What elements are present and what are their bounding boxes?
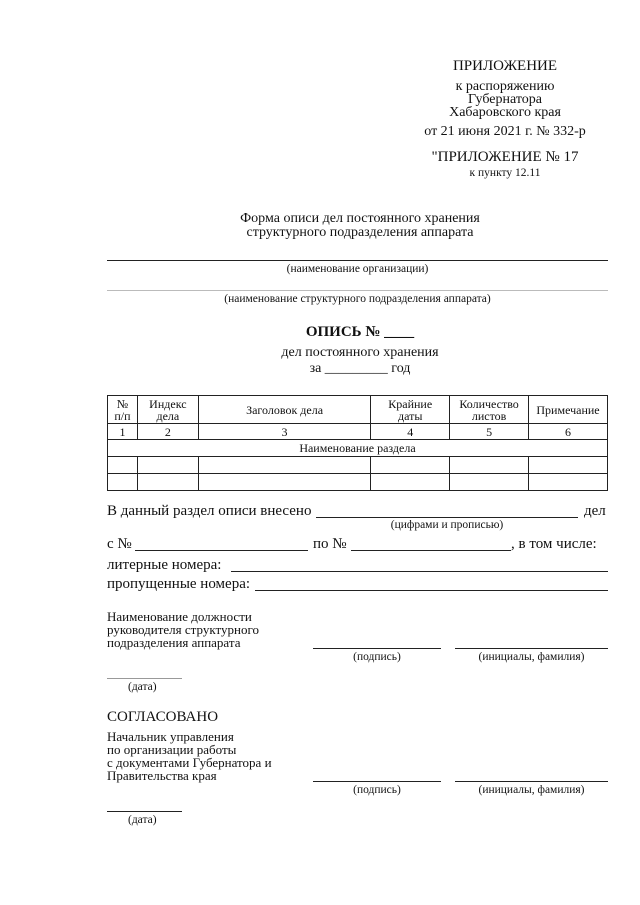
table-cell (529, 474, 608, 491)
approval-line-4: Правительства края (107, 768, 217, 783)
organization-caption: (наименование организации) (286, 263, 429, 275)
opis-year: за _________ год (309, 361, 411, 376)
date-caption: (дата) (128, 681, 157, 693)
position-line-1: Наименование должности (107, 609, 252, 624)
table-cell: 3 (198, 424, 370, 440)
header-count: Количество листов (450, 396, 529, 424)
table-cell (371, 457, 450, 474)
form-title-line-1: Форма описи дел постоянного хранения (240, 211, 480, 226)
entered-caption: (цифрами и прописью) (390, 519, 504, 531)
table-cell (198, 457, 370, 474)
appendix-line-3: Хабаровского края (449, 105, 561, 120)
table-cell (198, 474, 370, 491)
appendix-line-1: к распоряжению (455, 79, 555, 94)
appendix-point: к пункту 12.11 (469, 167, 541, 179)
table-cell (108, 457, 138, 474)
organization-name-line (107, 260, 608, 261)
table-row (108, 457, 608, 474)
appendix-line-4: от 21 июня 2021 г. № 332-р (424, 124, 586, 139)
table-cell (450, 457, 529, 474)
table-cell: 6 (529, 424, 608, 440)
approval-title: СОГЛАСОВАНО (107, 709, 219, 725)
header-dates: Крайние даты (371, 396, 450, 424)
table-number-row (108, 424, 608, 440)
name-line (455, 648, 608, 649)
approval-name-line (455, 781, 608, 782)
approval-date-caption: (дата) (128, 814, 157, 826)
table-cell (108, 474, 138, 491)
letter-numbers-line (231, 571, 608, 572)
table-cell (529, 457, 608, 474)
approval-line-2: по организации работы (107, 742, 237, 757)
opis-title: ОПИСЬ № ____ (305, 324, 415, 340)
from-label: с № (107, 536, 132, 552)
form-title-line-2: структурного подразделения аппарата (246, 225, 474, 240)
from-value-line (135, 550, 308, 551)
name-caption: (инициалы, фамилия) (478, 651, 585, 663)
date-line (107, 678, 182, 679)
letter-numbers-label: литерные номера: (107, 557, 222, 573)
position-line-3: подразделения аппарата (107, 635, 241, 650)
approval-line-3: с документами Губернатора и (107, 755, 272, 770)
position-line-2: руководителя структурного (107, 622, 259, 637)
approval-signature-caption: (подпись) (353, 784, 401, 796)
approval-name-caption: (инициалы, фамилия) (478, 784, 585, 796)
to-label: по № (313, 536, 347, 552)
missing-numbers-line (255, 590, 608, 591)
opis-table (107, 395, 608, 491)
table-section-row (108, 440, 608, 457)
header-index: Индекс дела (137, 396, 198, 424)
table-header-row (108, 396, 608, 424)
entered-value-line (316, 517, 578, 518)
entered-units: дел (584, 503, 606, 519)
appendix-line-2: Губернатора (467, 92, 543, 107)
signature-caption: (подпись) (353, 651, 401, 663)
section-name: Наименование раздела (108, 440, 608, 457)
appendix-title: ПРИЛОЖЕНИЕ (452, 58, 558, 74)
table-cell: 5 (450, 424, 529, 440)
signature-line (313, 648, 441, 649)
including-label: , в том числе: (511, 536, 597, 552)
table-cell: 1 (108, 424, 138, 440)
header-num: № п/п (108, 396, 138, 424)
missing-numbers-label: пропущенные номера: (107, 576, 251, 592)
table-cell (371, 474, 450, 491)
department-caption: (наименование структурного подразделения аппарата) (224, 293, 491, 305)
department-name-line (107, 290, 608, 291)
approval-line-1: Начальник управления (107, 729, 234, 744)
entered-label: В данный раздел описи внесено (107, 503, 312, 519)
table-row (108, 474, 608, 491)
table-cell: 2 (137, 424, 198, 440)
table-cell: 4 (371, 424, 450, 440)
approval-date-line (107, 811, 182, 812)
table-cell (137, 474, 198, 491)
header-note: Примечание (529, 396, 608, 424)
opis-subtitle: дел постоянного хранения (281, 345, 439, 360)
table-cell (137, 457, 198, 474)
header-title: Заголовок дела (198, 396, 370, 424)
approval-signature-line (313, 781, 441, 782)
to-value-line (351, 550, 511, 551)
appendix-17: "ПРИЛОЖЕНИЕ № 17 (431, 149, 579, 165)
table-cell (450, 474, 529, 491)
